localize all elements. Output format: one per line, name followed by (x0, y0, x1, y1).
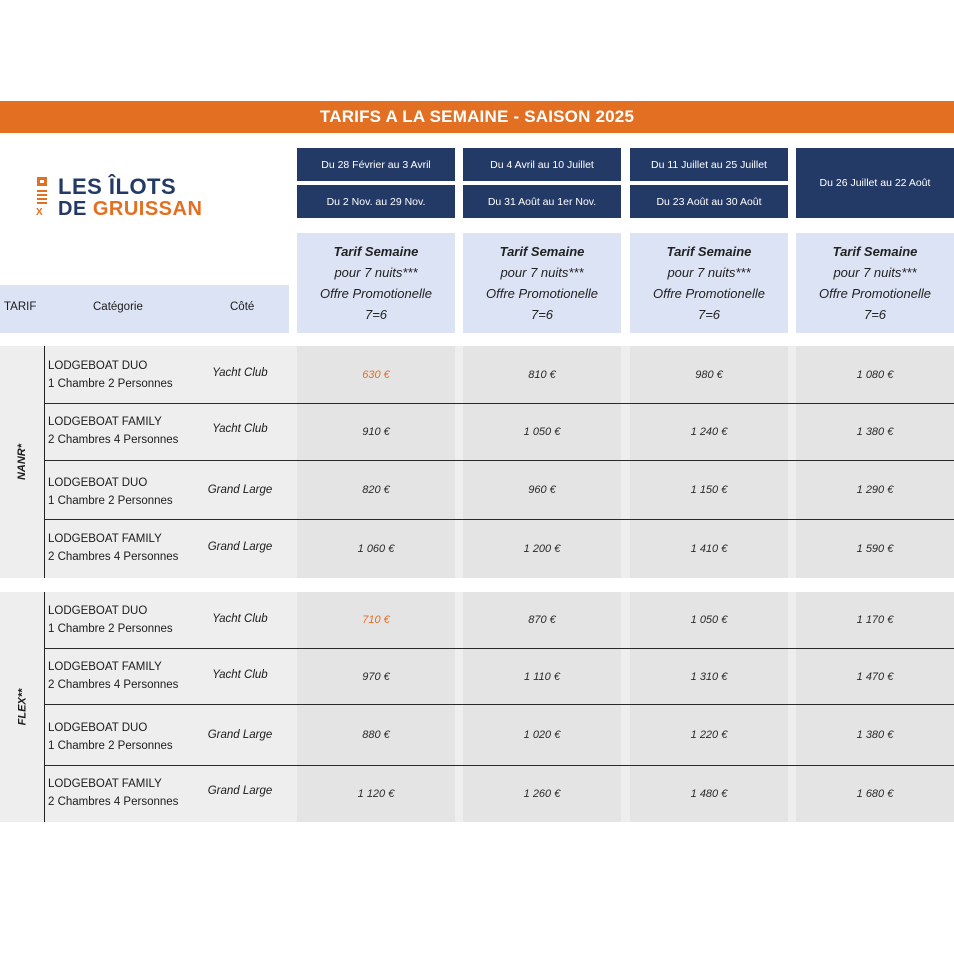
price-cell: 1 110 € (463, 649, 621, 704)
price-cell: 1 380 € (796, 404, 954, 460)
tarif-header-4: Tarif Semaine pour 7 nuits*** Offre Promotionelle 7=6 (796, 233, 954, 333)
price-cell: 910 € (297, 404, 455, 460)
row-side: Grand Large (207, 729, 273, 741)
price-cell: 1 470 € (796, 649, 954, 704)
price-cell: 980 € (630, 346, 788, 403)
column-tarif: TARIF (4, 301, 37, 313)
price-cell: 1 260 € (463, 766, 621, 822)
group-label-flex: FLEX** (16, 688, 28, 726)
row-category: LODGEBOAT FAMILY 2 Chambres 4 Personnes (48, 778, 179, 808)
logo-line-2: DE GRUISSAN (58, 198, 203, 220)
tarif-header-3: Tarif Semaine pour 7 nuits*** Offre Promotionelle 7=6 (630, 233, 788, 333)
period-1b: Du 2 Nov. au 29 Nov. (297, 185, 455, 218)
row-category: LODGEBOAT DUO 1 Chambre 2 Personnes (48, 722, 173, 752)
price-cell: 1 170 € (796, 592, 954, 648)
price-cell: 1 120 € (297, 766, 455, 822)
price-cell: 710 € (297, 592, 455, 648)
price-cell: 1 310 € (630, 649, 788, 704)
price-cell: 1 220 € (630, 705, 788, 765)
row-side: Grand Large (207, 541, 273, 553)
price-cell: 1 050 € (463, 404, 621, 460)
logo-mark-icon: X (36, 177, 50, 215)
price-cell: 970 € (297, 649, 455, 704)
period-2a: Du 4 Avril au 10 Juillet (463, 148, 621, 181)
group-label-nanr: NANR* (16, 443, 28, 481)
price-cell: 1 150 € (630, 461, 788, 519)
price-cell: 1 240 € (630, 404, 788, 460)
tarif-header-1: Tarif Semaine pour 7 nuits*** Offre Promotionelle 7=6 (297, 233, 455, 333)
tarif-header-2: Tarif Semaine pour 7 nuits*** Offre Promotionelle 7=6 (463, 233, 621, 333)
row-side: Grand Large (207, 484, 273, 496)
row-category: LODGEBOAT DUO 1 Chambre 2 Personnes (48, 477, 173, 507)
price-cell: 870 € (463, 592, 621, 648)
column-categorie: Catégorie (93, 301, 143, 313)
price-cell: 1 290 € (796, 461, 954, 519)
row-category: LODGEBOAT DUO 1 Chambre 2 Personnes (48, 360, 173, 390)
logo-line-1: LES ÎLOTS (58, 174, 177, 199)
price-cell: 1 410 € (630, 520, 788, 578)
price-cell: 1 060 € (297, 520, 455, 578)
row-category: LODGEBOAT FAMILY 2 Chambres 4 Personnes (48, 416, 179, 446)
group-divider (44, 592, 45, 822)
price-cell: 1 480 € (630, 766, 788, 822)
price-cell: 880 € (297, 705, 455, 765)
logo (36, 174, 236, 222)
price-cell: 1 590 € (796, 520, 954, 578)
group-divider (44, 346, 45, 578)
price-cell: 820 € (297, 461, 455, 519)
row-category: LODGEBOAT FAMILY 2 Chambres 4 Personnes (48, 661, 179, 691)
period-4: Du 26 Juillet au 22 Août (796, 148, 954, 218)
period-1a: Du 28 Février au 3 Avril (297, 148, 455, 181)
column-cote: Côté (230, 301, 255, 313)
row-category: LODGEBOAT FAMILY 2 Chambres 4 Personnes (48, 533, 179, 563)
period-3b: Du 23 Août au 30 Août (630, 185, 788, 218)
row-side: Yacht Club (212, 669, 268, 681)
row-category: LODGEBOAT DUO 1 Chambre 2 Personnes (48, 605, 173, 635)
period-3a: Du 11 Juillet au 25 Juillet (630, 148, 788, 181)
page-title: TARIFS A LA SEMAINE - SAISON 2025 (0, 101, 954, 133)
price-cell: 810 € (463, 346, 621, 403)
price-cell: 1 050 € (630, 592, 788, 648)
row-side: Yacht Club (212, 613, 268, 625)
price-cell: 630 € (297, 346, 455, 403)
price-cell: 1 380 € (796, 705, 954, 765)
price-cell: 960 € (463, 461, 621, 519)
price-cell: 1 020 € (463, 705, 621, 765)
period-2b: Du 31 Août au 1er Nov. (463, 185, 621, 218)
price-cell: 1 080 € (796, 346, 954, 403)
row-side: Yacht Club (212, 367, 268, 379)
price-cell: 1 680 € (796, 766, 954, 822)
row-side: Grand Large (207, 785, 273, 797)
column-header-left (0, 285, 289, 333)
row-side: Yacht Club (212, 423, 268, 435)
price-cell: 1 200 € (463, 520, 621, 578)
